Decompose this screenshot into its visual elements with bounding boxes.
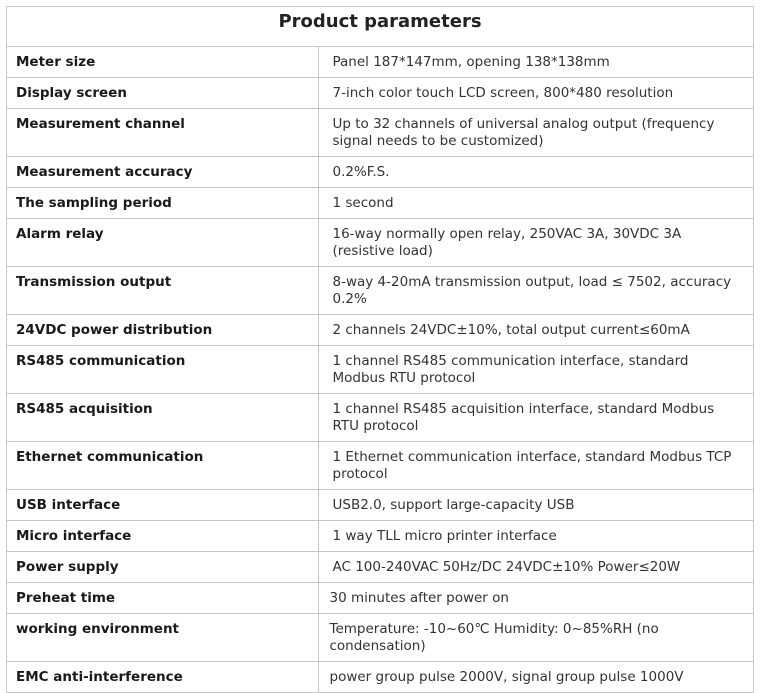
param-name: Alarm relay: [7, 219, 318, 267]
param-value: 1 channel RS485 acquisition interface, standard Modbus RTU protocol: [318, 394, 753, 442]
param-value: USB2.0, support large-capacity USB: [318, 490, 753, 521]
param-name: USB interface: [7, 490, 318, 521]
table-row: [7, 490, 753, 521]
param-value: 8-way 4-20mA transmission output, load ≤ 7502, accuracy 0.2%: [318, 267, 753, 315]
parameters-grid: [7, 47, 753, 692]
param-name: 24VDC power distribution: [7, 315, 318, 346]
param-name: EMC anti-interference: [7, 662, 318, 693]
table-row: [7, 346, 753, 394]
param-value: Temperature: -10~60℃ Humidity: 0~85%RH (no condensation): [318, 614, 753, 662]
param-value: 2 channels 24VDC±10%, total output current≤60mA: [318, 315, 753, 346]
table-row: [7, 614, 753, 662]
table-row: [7, 78, 753, 109]
table-row: [7, 394, 753, 442]
param-value: 7-inch color touch LCD screen, 800*480 resolution: [318, 78, 753, 109]
param-name: Measurement accuracy: [7, 157, 318, 188]
table-row: [7, 188, 753, 219]
param-name: Measurement channel: [7, 109, 318, 157]
param-name: Power supply: [7, 552, 318, 583]
table-row: [7, 47, 753, 78]
param-name: The sampling period: [7, 188, 318, 219]
param-name: Micro interface: [7, 521, 318, 552]
param-name: Ethernet communication: [7, 442, 318, 490]
param-value: 16-way normally open relay, 250VAC 3A, 30VDC 3A (resistive load): [318, 219, 753, 267]
table-row: [7, 219, 753, 267]
param-name: Display screen: [7, 78, 318, 109]
table-title: Product parameters: [7, 7, 753, 47]
param-value: 1 channel RS485 communication interface, standard Modbus RTU protocol: [318, 346, 753, 394]
param-value: 1 second: [318, 188, 753, 219]
param-name: RS485 communication: [7, 346, 318, 394]
table-row: [7, 267, 753, 315]
table-row: [7, 442, 753, 490]
param-value: AC 100-240VAC 50Hz/DC 24VDC±10% Power≤20W: [318, 552, 753, 583]
param-name: Preheat time: [7, 583, 318, 614]
param-name: Meter size: [7, 47, 318, 78]
param-value: 0.2%F.S.: [318, 157, 753, 188]
param-value: 1 Ethernet communication interface, standard Modbus TCP protocol: [318, 442, 753, 490]
param-value: 1 way TLL micro printer interface: [318, 521, 753, 552]
param-value: 30 minutes after power on: [318, 583, 753, 614]
table-row: [7, 157, 753, 188]
table-row: [7, 662, 753, 693]
param-value: power group pulse 2000V, signal group pulse 1000V: [318, 662, 753, 693]
param-name: RS485 acquisition: [7, 394, 318, 442]
table-row: [7, 521, 753, 552]
param-name: working environment: [7, 614, 318, 662]
param-name: Transmission output: [7, 267, 318, 315]
table-row: [7, 315, 753, 346]
param-value: Panel 187*147mm, opening 138*138mm: [332, 54, 610, 70]
table-row: [7, 109, 753, 157]
table-row: [7, 583, 753, 614]
product-parameters-table: [6, 6, 754, 693]
param-value: Up to 32 channels of universal analog output (frequency signal needs to be customized): [318, 109, 753, 157]
table-row: [7, 552, 753, 583]
